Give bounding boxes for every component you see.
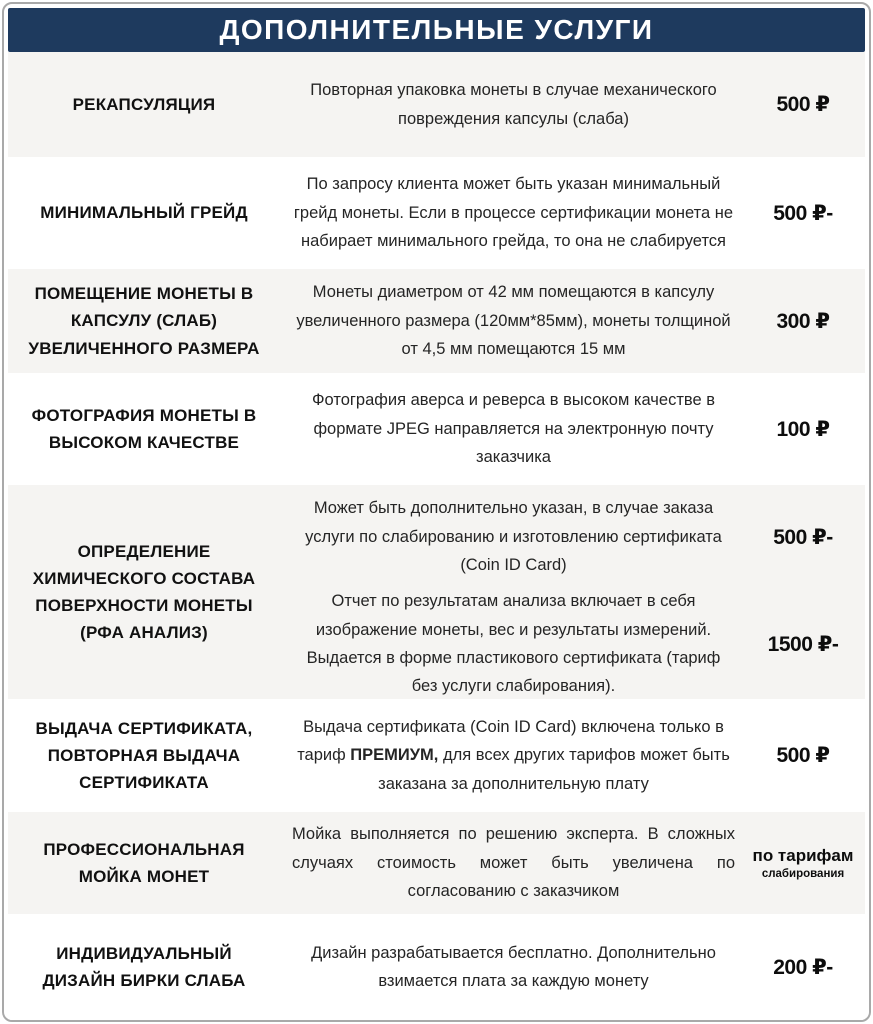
table-row-custom-label bbox=[8, 914, 865, 1020]
service-name: ИНДИВИДУАЛЬНЫЙ ДИЗАЙН БИРКИ СЛАБА bbox=[42, 943, 246, 990]
additional-services-table bbox=[2, 2, 871, 1022]
service-name: ВЫДАЧА СЕРТИФИКАТА, ПОВТОРНАЯ ВЫДАЧА СЕРТИФИКАТА bbox=[35, 718, 253, 793]
service-name: ПРОФЕССИОНАЛЬНАЯ МОЙКА МОНЕТ bbox=[43, 839, 245, 886]
service-price: 500 ₽ bbox=[776, 93, 830, 116]
service-name: ОПРЕДЕЛЕНИЕ ХИМИЧЕСКОГО СОСТАВА ПОВЕРХНОСТИ МОНЕТЫ (РФА АНАЛИЗ) bbox=[32, 541, 256, 643]
table-row-certificate bbox=[8, 699, 865, 812]
service-price: 500 ₽ bbox=[776, 744, 830, 767]
table-row-min-grade bbox=[8, 157, 865, 269]
table-row-photo bbox=[8, 373, 865, 485]
service-price: 500 ₽- bbox=[773, 525, 833, 549]
service-price: 100 ₽ bbox=[776, 417, 830, 441]
service-description: По запросу клиента может быть указан минимальный грейд монеты. Если в процессе сертификации монета не набирает минимального грейда, то она не слабируется bbox=[293, 175, 734, 251]
service-description: Фотография аверса и реверса в высоком качестве в формате JPEG направляется на электронную почту заказчика bbox=[312, 391, 715, 467]
service-price: 500 ₽- bbox=[773, 201, 833, 225]
service-price bbox=[747, 846, 865, 880]
table-row-large-slab bbox=[8, 269, 865, 373]
service-description: Монеты диаметром от 42 мм помещаются в капсулу увеличенного размера (120мм*85мм), монеты толщиной от 4,5 мм помещаются 15 мм bbox=[296, 283, 731, 359]
description-text: для всех других тарифов может быть заказана за дополнительную плату bbox=[378, 746, 730, 793]
service-description: Дизайн разрабатывается бесплатно. Дополнительно взимается плата за каждую монету bbox=[311, 943, 716, 990]
description-bold-text: ПРЕМИУМ, bbox=[350, 746, 439, 765]
service-name: МИНИМАЛЬНЫЙ ГРЕЙД bbox=[40, 203, 248, 223]
service-description bbox=[280, 713, 747, 798]
service-description: Отчет по результатам анализа включает в себя изображение монеты, вес и результаты измерений. Выдается в форме пластикового сертификата (тариф без услуги слабирования). bbox=[306, 592, 721, 696]
service-name: РЕКАПСУЛЯЦИЯ bbox=[72, 94, 216, 114]
table-row-recapsulation bbox=[8, 52, 865, 157]
price-sub-text: слабирования bbox=[761, 868, 845, 880]
table-row-xrf-analysis bbox=[8, 485, 865, 699]
xrf-options bbox=[280, 485, 865, 699]
service-name: ФОТОГРАФИЯ МОНЕТЫ В ВЫСОКОМ КАЧЕСТВЕ bbox=[31, 405, 257, 452]
price-main-text: по тарифам bbox=[752, 846, 854, 865]
service-description: Может быть дополнительно указан, в случае заказа услуги по слабированию и изготовлению сертификата (Coin ID Card) bbox=[305, 499, 722, 575]
table-header bbox=[8, 8, 865, 52]
service-description: Повторная упаковка монеты в случае механического повреждения капсулы (слаба) bbox=[310, 81, 717, 128]
description-text: Выдача сертификата (Coin ID Card) включена только в тариф bbox=[297, 717, 724, 765]
service-name: ПОМЕЩЕНИЕ МОНЕТЫ В КАПСУЛУ (СЛАБ) УВЕЛИЧЕННОГО РАЗМЕРА bbox=[28, 284, 260, 358]
xrf-option-1 bbox=[280, 485, 865, 589]
page-title: ДОПОЛНИТЕЛЬНЫЕ УСЛУГИ bbox=[219, 14, 654, 45]
xrf-option-2 bbox=[280, 589, 865, 699]
service-price: 200 ₽- bbox=[773, 955, 833, 979]
service-description: Мойка выполняется по решению эксперта. В сложных случаях стоимость может быть увеличена по согласованию с заказчиком bbox=[292, 825, 735, 901]
service-price: 300 ₽ bbox=[776, 309, 830, 333]
table-row-coin-cleaning bbox=[8, 812, 865, 914]
service-price: 1500 ₽- bbox=[767, 632, 839, 656]
